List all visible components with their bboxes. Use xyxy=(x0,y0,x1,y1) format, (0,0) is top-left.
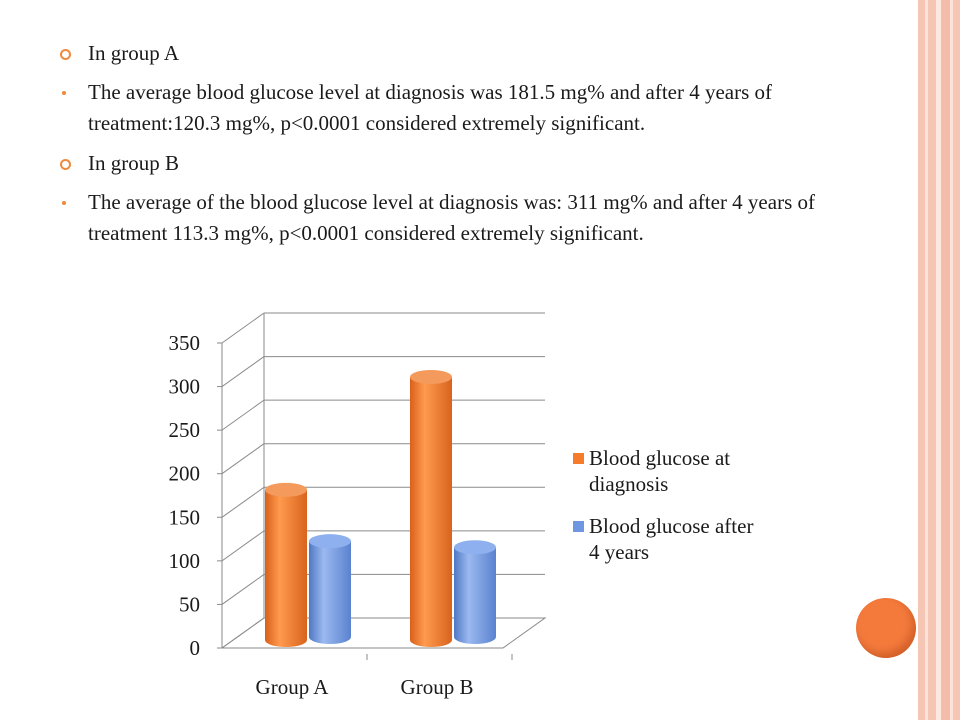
y-tick-label: 350 xyxy=(168,331,200,355)
decorative-orange-circle xyxy=(856,598,916,658)
bullet-text: In group B xyxy=(88,151,179,175)
bar-body xyxy=(454,547,496,644)
bar-after-group-b xyxy=(454,540,496,644)
gridline-side xyxy=(222,531,264,561)
y-tick-label: 100 xyxy=(168,548,200,573)
bullet-text: The average blood glucose level at diagnosis was 181.5 mg% and after 4 years of treatment:120.3 mg%, p<0.0001 considered extremely significant. xyxy=(88,80,773,135)
bar-top xyxy=(309,534,351,548)
legend-swatch xyxy=(573,521,584,532)
y-tick-label: 150 xyxy=(168,505,200,530)
bar-diagnosis-group-b xyxy=(410,370,452,647)
gridline-side xyxy=(222,487,264,517)
gridline-side xyxy=(222,444,264,474)
gridline-side xyxy=(222,313,264,343)
bar-body xyxy=(309,541,351,644)
gridline-side xyxy=(222,357,264,387)
legend-label: 4 years xyxy=(589,540,650,564)
bullet-text: In group A xyxy=(88,41,179,65)
legend-swatch xyxy=(573,453,584,464)
x-category-label: Group A xyxy=(255,675,329,699)
gridline-side xyxy=(222,400,264,430)
bar-diagnosis-group-a xyxy=(265,483,307,647)
y-tick-label: 250 xyxy=(168,418,200,443)
legend-label: Blood glucose after xyxy=(589,514,754,538)
bar-body xyxy=(265,490,307,647)
bar-after-group-a xyxy=(309,534,351,644)
bar-top xyxy=(454,540,496,554)
x-category-label: Group B xyxy=(400,675,474,699)
y-tick-label: 300 xyxy=(168,374,200,399)
bar-top xyxy=(410,370,452,384)
bar-body xyxy=(410,377,452,647)
bullet-text: The average of the blood glucose level at diagnosis was: 311 mg% and after 4 years of treatment 113.3 mg%, p<0.0001 considered extremely significant. xyxy=(88,190,815,245)
gridline-side xyxy=(222,574,264,604)
gridline-side xyxy=(222,618,264,648)
y-tick-label: 50 xyxy=(179,592,200,617)
y-tick-label: 200 xyxy=(168,461,200,486)
legend-label: Blood glucose at xyxy=(589,446,731,470)
bar-top xyxy=(265,483,307,497)
y-tick-label: 0 xyxy=(189,636,200,660)
legend-label: diagnosis xyxy=(589,472,669,496)
